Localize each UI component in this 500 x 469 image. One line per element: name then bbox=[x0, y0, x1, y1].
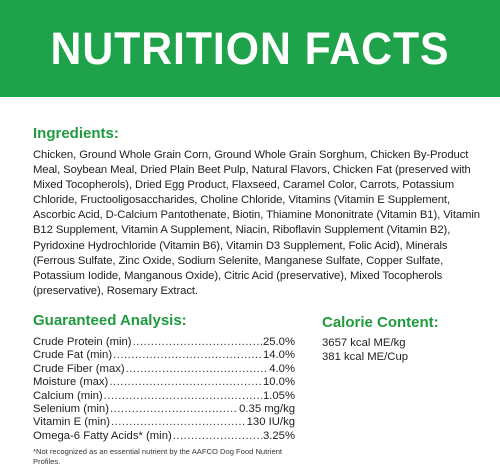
dot-leader bbox=[104, 390, 262, 403]
analysis-row-value: 25.0% bbox=[262, 336, 295, 348]
analysis-row-label: Moisture (max) bbox=[33, 376, 109, 389]
calorie-per-cup: 381 kcal ME/Cup bbox=[322, 350, 409, 363]
analysis-table bbox=[33, 336, 295, 443]
dot-leader bbox=[113, 349, 262, 362]
analysis-row bbox=[33, 336, 295, 349]
dot-leader bbox=[173, 430, 262, 443]
dot-leader bbox=[111, 416, 246, 429]
analysis-row-value: 0.35 mg/kg bbox=[239, 403, 295, 416]
analysis-row-label: Crude Fiber (max) bbox=[33, 362, 125, 375]
ingredients-section bbox=[33, 125, 480, 299]
analysis-row-label: Selenium (min) bbox=[33, 403, 109, 416]
dot-leader bbox=[109, 376, 262, 389]
guaranteed-analysis-section bbox=[33, 312, 295, 466]
calorie-content-heading: Calorie Content: bbox=[322, 314, 439, 331]
dot-leader bbox=[126, 363, 269, 376]
analysis-footnote: *Not recognized as an essential nutrient by the AAFCO Dog Food Nutrient Profiles. bbox=[33, 447, 283, 466]
analysis-row-value: 10.0% bbox=[262, 376, 295, 389]
analysis-row bbox=[33, 403, 295, 416]
analysis-row-label: Crude Protein (min) bbox=[33, 336, 132, 348]
analysis-row bbox=[33, 363, 295, 376]
analysis-row-value: 1.05% bbox=[262, 389, 295, 402]
analysis-row-label: Crude Fat (min) bbox=[33, 349, 113, 362]
analysis-row-label: Calcium (min) bbox=[33, 389, 103, 402]
analysis-row bbox=[33, 430, 295, 443]
calorie-values bbox=[322, 337, 492, 364]
dot-leader bbox=[133, 336, 262, 349]
guaranteed-analysis-heading: Guaranteed Analysis: bbox=[33, 312, 187, 329]
calorie-content-section bbox=[322, 314, 492, 364]
analysis-row bbox=[33, 349, 295, 362]
analysis-row bbox=[33, 416, 295, 429]
page-title: NUTRITION FACTS bbox=[50, 22, 450, 74]
analysis-row-value: 4.0% bbox=[269, 362, 295, 375]
analysis-row-value: 3.25% bbox=[262, 429, 295, 442]
analysis-row-value: 14.0% bbox=[262, 349, 295, 362]
calorie-per-kg: 3657 kcal ME/kg bbox=[322, 337, 406, 349]
nutrition-facts-banner bbox=[0, 0, 500, 97]
analysis-row-label: Omega-6 Fatty Acids* (min) bbox=[33, 429, 172, 442]
analysis-row-label: Vitamin E (min) bbox=[33, 416, 111, 429]
ingredients-text: Chicken, Ground Whole Grain Corn, Ground Whole Grain Sorghum, Chicken By-Product Meal, Soybean Meal, Dried Plain Beet Pulp, Natural Flavors, Chicken Fat (preserved with Mixed Tocopherols), Dried Egg Product, Flaxseed, Caramel Color, Carrots, Potassium Chloride, Fructooligosaccharides, Choline Chloride, Vitamins (Vitamin E Supplement, Ascorbic Acid, D-Calcium Pantothenate, Biotin, Thiamine Mononitrate (Vitamin B1), Vitamin B12 Supplement, Vitamin A Supplement, Niacin, Riboflavin Supplement (Vitamin B2), Pyridoxine Hydrochloride (Vitamin B6), Vitamin D3 Supplement, Folic Acid), Minerals (Ferrous Sulfate, Zinc Oxide, Sodium Selenite, Manganese Sulfate, Copper Sulfate, Potassium Iodide, Manganous Oxide), Citric Acid (preservative), Mixed Tocopherols (preservative), Rosemary Extract. bbox=[33, 149, 480, 297]
analysis-row-value: 130 IU/kg bbox=[246, 416, 295, 429]
analysis-row bbox=[33, 390, 295, 403]
analysis-row bbox=[33, 376, 295, 389]
dot-leader bbox=[110, 403, 238, 416]
ingredients-heading: Ingredients: bbox=[33, 125, 119, 142]
